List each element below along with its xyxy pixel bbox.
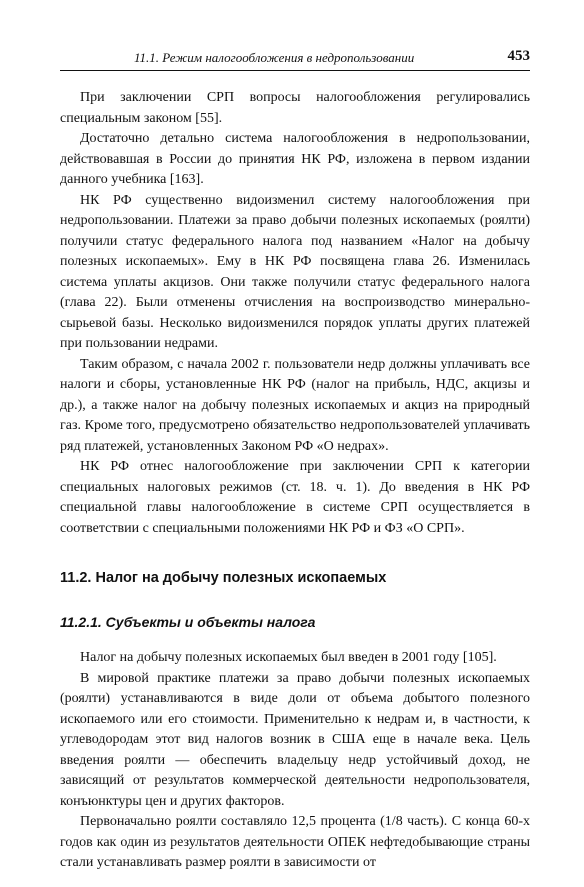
- paragraph: Таким образом, с начала 2002 г. пользователи недр должны уплачивать все налоги и сборы, установленные НК РФ (налог на прибыль, НДС, акцизы и др.), а также налог на добычу полезных ископаемых и акциз на природный газ. Кроме того, предусмотрено обязательство недропользователей уплачивать ряд платежей, установленных Законом РФ «О недрах».: [60, 356, 530, 454]
- paragraph: Первоначально роялти составляло 12,5 процента (1/8 часть). С конца 60-х годов как один из результатов деятельности ОПЕК нефтедобывающие страны стали устанавливать размер роялти в зависимости от: [60, 814, 530, 870]
- paragraph: Налог на добычу полезных ископаемых был введен в 2001 году [105].: [80, 650, 497, 665]
- paragraph: НК РФ существенно видоизменил систему налогообложения при недропользовании. Платежи за право добычи полезных ископаемых (роялти) получили статус федерального налога под названием «Налог на добычу полезных ископаемых». Ему в НК РФ посвящена глава 26. Изменилась система уплаты акцизов. Они также получили статус федерального налога (глава 22). Были отменены отчисления на воспроизводство минерально-сырьевой базы. Несколько видоизменился порядок уплаты других платежей при пользовании недрами.: [60, 192, 530, 351]
- running-header: [60, 48, 530, 68]
- paragraph: При заключении СРП вопросы налогообложения регулировались специальным законом [55].: [60, 90, 530, 126]
- paragraph: В мировой практике платежи за право добычи полезных ископаемых (роялти) устанавливаются в виде доли от объема добытого полезного ископаемого или его стоимости. Применительно к недрам и, в частности, к углеводородам этот вид налогов возник в США еще в начале века. Цель введения роялти — обеспечить владельцу недр устойчивый доход, не зависящий от результатов коммерческой деятельности недропользователя, конъюнктуры цен и других факторов.: [60, 670, 530, 809]
- section-heading: 11.2. Налог на добычу полезных ископаемых: [60, 570, 387, 586]
- page-number: 453: [507, 48, 530, 64]
- page-body: [60, 88, 530, 874]
- paragraph: НК РФ отнес налогообложение при заключении СРП к категории специальных налоговых режимов (ст. 18. ч. 1). До введения в НК РФ специальной главы налогообложение в системе СРП осуществляется в соответствии с специальными положениями НК РФ и ФЗ «О СРП».: [60, 459, 530, 536]
- paragraph: Достаточно детально система налогообложения в недропользовании, действовавшая в России до принятия НК РФ, изложена в первом издании данного учебника [163].: [60, 131, 530, 187]
- subsection-heading: 11.2.1. Субъекты и объекты налога: [60, 614, 316, 630]
- header-divider: [60, 70, 530, 71]
- running-title: 11.1. Режим налогообложения в недропользовании: [134, 50, 415, 65]
